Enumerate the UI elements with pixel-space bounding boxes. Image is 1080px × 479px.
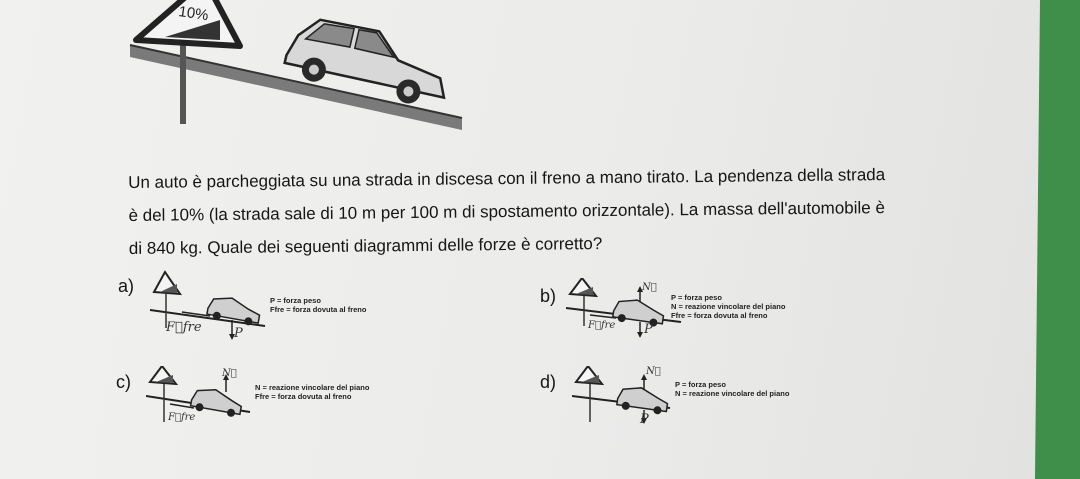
legend-line: N = reazione vincolare del piano	[255, 383, 370, 392]
legend-line: P = forza peso	[270, 296, 321, 305]
option-c-legend	[255, 383, 369, 401]
option-a-label[interactable]: a)	[118, 276, 135, 296]
option-b-legend	[671, 293, 785, 320]
legend-line: Ffre = forza dovuta al freno	[671, 311, 768, 320]
sign-text: 10%	[177, 3, 210, 25]
car-icon	[282, 12, 455, 111]
legend-line: Ffre = forza dovuta al freno	[255, 392, 352, 401]
option-d-vector-n: N⃗	[646, 366, 661, 377]
option-c-vector-n: N⃗	[222, 368, 237, 379]
option-c-diagram[interactable]	[146, 366, 256, 436]
option-b-vector-ffre: F⃗fre	[588, 320, 616, 331]
option-a-vector-ffre: F⃗fre	[166, 320, 202, 335]
option-b-label[interactable]: b)	[540, 286, 557, 306]
option-d-label[interactable]: d)	[540, 372, 557, 392]
option-c-vector-ffre: F⃗fre	[168, 412, 196, 423]
legend-line: P = forza peso	[675, 380, 726, 389]
option-b-diagram[interactable]	[566, 278, 686, 348]
option-b-vector-p: P	[644, 322, 653, 337]
option-b-vector-n: N⃗	[642, 282, 657, 293]
option-d-diagram[interactable]	[572, 366, 682, 436]
legend-line: Ffre = forza dovuta al freno	[270, 305, 367, 314]
question-text: Un auto è parcheggiata su una strada in discesa con il freno a mano tirato. La pendenza della strada è del 10% (la strada sale di 10 m per 100 m di spostamento orizzontale). La massa dell'automobile è di 840 kg. Quale dei seguenti diagrammi delle forze è corretto?	[128, 165, 886, 258]
legend-line: N = reazione vincolare del piano	[671, 302, 786, 311]
option-a-legend	[270, 296, 366, 314]
sign-pole	[180, 44, 186, 124]
option-d-legend	[675, 380, 789, 398]
legend-line: P = forza peso	[671, 293, 722, 302]
option-a-vector-p: P	[234, 326, 243, 341]
option-c-label[interactable]: c)	[116, 372, 131, 392]
option-d-vector-p: P	[640, 412, 649, 427]
legend-line: N = reazione vincolare del piano	[675, 389, 790, 398]
car-on-slope-illustration	[0, 0, 480, 140]
